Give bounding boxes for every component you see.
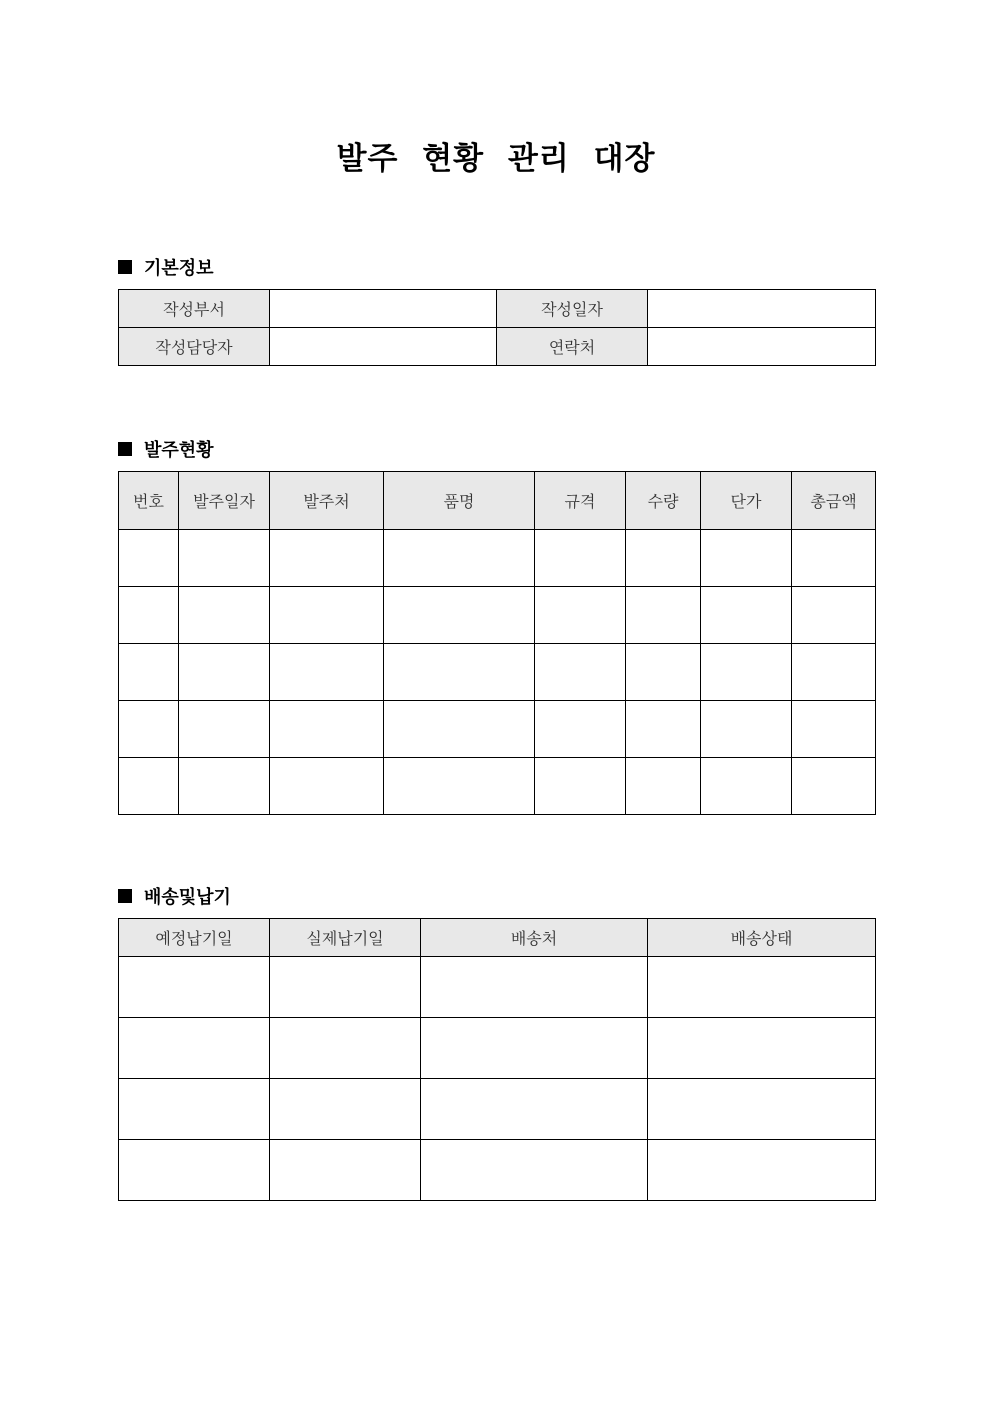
- cell[interactable]: [270, 701, 384, 758]
- cell[interactable]: [792, 530, 876, 587]
- cell[interactable]: [119, 644, 179, 701]
- cell[interactable]: [648, 957, 876, 1018]
- cell[interactable]: [384, 644, 535, 701]
- cell[interactable]: [535, 530, 626, 587]
- cell[interactable]: [384, 758, 535, 815]
- cell[interactable]: [119, 1140, 270, 1201]
- cell[interactable]: [701, 758, 792, 815]
- label-date: 작성일자: [497, 290, 648, 328]
- cell[interactable]: [792, 644, 876, 701]
- table-row: [119, 1079, 876, 1140]
- cell[interactable]: [119, 957, 270, 1018]
- cell[interactable]: [421, 1018, 648, 1079]
- cell[interactable]: [648, 1140, 876, 1201]
- orders-header-row: [119, 472, 876, 530]
- cell[interactable]: [701, 701, 792, 758]
- cell[interactable]: [270, 758, 384, 815]
- table-row: [119, 1140, 876, 1201]
- cell[interactable]: [270, 957, 421, 1018]
- section-heading-label: 발주현황: [144, 440, 214, 461]
- col-header-item-name: 품명: [384, 472, 535, 530]
- cell[interactable]: [119, 530, 179, 587]
- col-header-quantity: 수량: [626, 472, 701, 530]
- square-bullet-icon: [118, 889, 132, 903]
- section-heading-label: 기본정보: [144, 258, 214, 279]
- cell[interactable]: [701, 644, 792, 701]
- table-row: [119, 644, 876, 701]
- cell[interactable]: [792, 587, 876, 644]
- cell[interactable]: [119, 587, 179, 644]
- cell[interactable]: [535, 644, 626, 701]
- section-heading-orders: [118, 436, 214, 462]
- cell[interactable]: [626, 644, 701, 701]
- cell[interactable]: [648, 1079, 876, 1140]
- label-department: 작성부서: [119, 290, 270, 328]
- cell[interactable]: [535, 701, 626, 758]
- table-row: [119, 1018, 876, 1079]
- field-department[interactable]: [270, 290, 497, 328]
- cell[interactable]: [119, 758, 179, 815]
- cell[interactable]: [626, 530, 701, 587]
- cell[interactable]: [421, 1140, 648, 1201]
- document-title: 발주 현황 관리 대장: [336, 141, 656, 177]
- field-contact[interactable]: [648, 328, 876, 366]
- cell[interactable]: [384, 587, 535, 644]
- cell[interactable]: [648, 1018, 876, 1079]
- cell[interactable]: [119, 1079, 270, 1140]
- col-header-delivery-status: 배송상태: [648, 919, 876, 957]
- table-row: [119, 701, 876, 758]
- cell[interactable]: [179, 701, 270, 758]
- col-header-order-date: 발주일자: [179, 472, 270, 530]
- cell[interactable]: [421, 1079, 648, 1140]
- col-header-supplier: 발주처: [270, 472, 384, 530]
- table-row: [119, 530, 876, 587]
- cell[interactable]: [384, 701, 535, 758]
- section-heading-delivery: [118, 883, 231, 909]
- cell[interactable]: [270, 530, 384, 587]
- section-heading-basic-info: [118, 254, 214, 280]
- delivery-table: [118, 918, 876, 1201]
- label-contact: 연락처: [497, 328, 648, 366]
- table-row: [119, 587, 876, 644]
- cell[interactable]: [384, 530, 535, 587]
- cell[interactable]: [626, 587, 701, 644]
- square-bullet-icon: [118, 260, 132, 274]
- col-header-spec: 규격: [535, 472, 626, 530]
- col-header-unit-price: 단가: [701, 472, 792, 530]
- cell[interactable]: [270, 1140, 421, 1201]
- cell[interactable]: [270, 1018, 421, 1079]
- cell[interactable]: [179, 644, 270, 701]
- orders-table: [118, 471, 876, 815]
- cell[interactable]: [626, 701, 701, 758]
- cell[interactable]: [535, 587, 626, 644]
- col-header-number: 번호: [119, 472, 179, 530]
- cell[interactable]: [421, 957, 648, 1018]
- section-heading-label: 배송및납기: [144, 887, 231, 908]
- cell[interactable]: [179, 587, 270, 644]
- col-header-total: 총금액: [792, 472, 876, 530]
- cell[interactable]: [270, 644, 384, 701]
- cell[interactable]: [270, 587, 384, 644]
- cell[interactable]: [119, 701, 179, 758]
- cell[interactable]: [701, 587, 792, 644]
- cell[interactable]: [701, 530, 792, 587]
- label-manager: 작성담당자: [119, 328, 270, 366]
- table-row: [119, 957, 876, 1018]
- cell[interactable]: [270, 1079, 421, 1140]
- cell[interactable]: [792, 701, 876, 758]
- basic-info-table: [118, 289, 876, 366]
- delivery-header-row: [119, 919, 876, 957]
- col-header-destination: 배송처: [421, 919, 648, 957]
- cell[interactable]: [792, 758, 876, 815]
- cell[interactable]: [179, 530, 270, 587]
- cell[interactable]: [119, 1018, 270, 1079]
- col-header-actual-delivery: 실제납기일: [270, 919, 421, 957]
- square-bullet-icon: [118, 442, 132, 456]
- cell[interactable]: [535, 758, 626, 815]
- col-header-scheduled-delivery: 예정납기일: [119, 919, 270, 957]
- cell[interactable]: [626, 758, 701, 815]
- field-manager[interactable]: [270, 328, 497, 366]
- field-date[interactable]: [648, 290, 876, 328]
- table-row: [119, 758, 876, 815]
- cell[interactable]: [179, 758, 270, 815]
